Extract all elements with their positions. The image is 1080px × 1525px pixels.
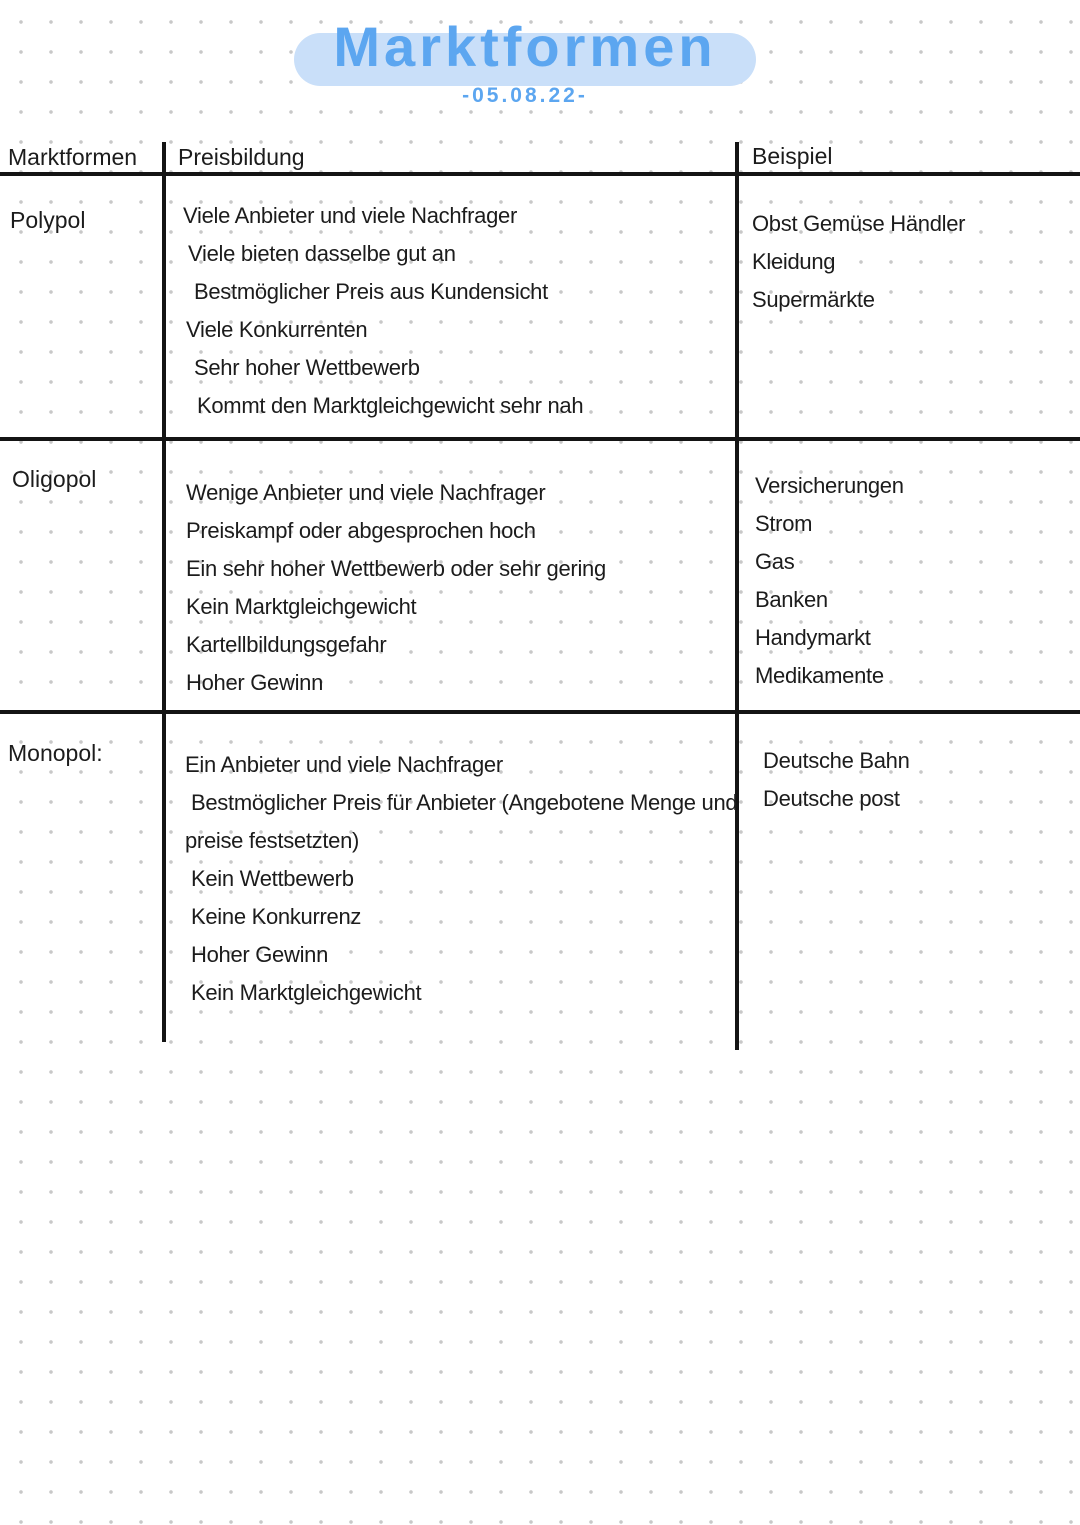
note-line: Viele Konkurrenten — [186, 317, 368, 342]
note-line: Deutsche post — [763, 786, 900, 811]
note-line: Kein Marktgleichgewicht — [191, 980, 422, 1005]
note-line: Deutsche Bahn — [763, 748, 910, 773]
note-line: Preiskampf oder abgesprochen hoch — [186, 518, 536, 543]
oligopol-beispiel — [755, 467, 904, 695]
note-line: Kommt den Marktgleichgewicht sehr nah — [197, 393, 584, 418]
note-line: Keine Konkurrenz — [191, 904, 362, 929]
polypol-preisbildung — [183, 197, 583, 425]
note-line: Ein Anbieter und viele Nachfrager — [185, 752, 503, 777]
note-line: Gas — [755, 549, 795, 574]
monopol-beispiel — [763, 742, 910, 818]
note-line: Hoher Gewinn — [186, 670, 324, 695]
note-line: Versicherungen — [755, 473, 904, 498]
note-line: Bestmöglicher Preis aus Kundensicht — [194, 279, 548, 304]
row-label-polypol: Polypol — [10, 207, 86, 233]
note-line: preise festsetzten) — [185, 828, 360, 853]
note-line: Handymarkt — [755, 625, 871, 650]
table-column-divider-1 — [162, 142, 166, 1042]
page-date: -05.08.22- — [462, 84, 588, 107]
column-header-beispiel: Beispiel — [752, 143, 833, 169]
note-line: Viele Anbieter und viele Nachfrager — [183, 203, 517, 228]
polypol-beispiel — [752, 205, 965, 319]
note-line: Strom — [755, 511, 813, 536]
note-line: Obst Gemüse Händler — [752, 211, 966, 236]
note-line: Viele bieten dasselbe gut an — [188, 241, 456, 266]
note-line: Bestmöglicher Preis für Anbieter (Angebotene Menge und — [191, 790, 738, 815]
row-label-oligopol: Oligopol — [12, 466, 97, 492]
note-line: Banken — [755, 587, 828, 612]
column-header-preisbildung: Preisbildung — [178, 144, 305, 170]
note-line: Kein Marktgleichgewicht — [186, 594, 417, 619]
note-line: Sehr hoher Wettbewerb — [194, 355, 420, 380]
note-line: Kein Wettbewerb — [191, 866, 354, 891]
row-label-monopol: Monopol: — [8, 740, 103, 766]
note-line: Kartellbildungsgefahr — [186, 632, 387, 657]
note-line: Ein sehr hoher Wettbewerb oder sehr gering — [186, 556, 606, 581]
note-line: Medikamente — [755, 663, 884, 688]
oligopol-preisbildung — [186, 474, 606, 702]
page-title: Marktformen — [333, 15, 717, 78]
monopol-preisbildung — [185, 746, 737, 1012]
note-line: Wenige Anbieter und viele Nachfrager — [186, 480, 546, 505]
column-header-marktformen: Marktformen — [8, 144, 138, 170]
note-line: Hoher Gewinn — [191, 942, 329, 967]
note-line: Kleidung — [752, 249, 836, 274]
note-line: Supermärkte — [752, 287, 875, 312]
